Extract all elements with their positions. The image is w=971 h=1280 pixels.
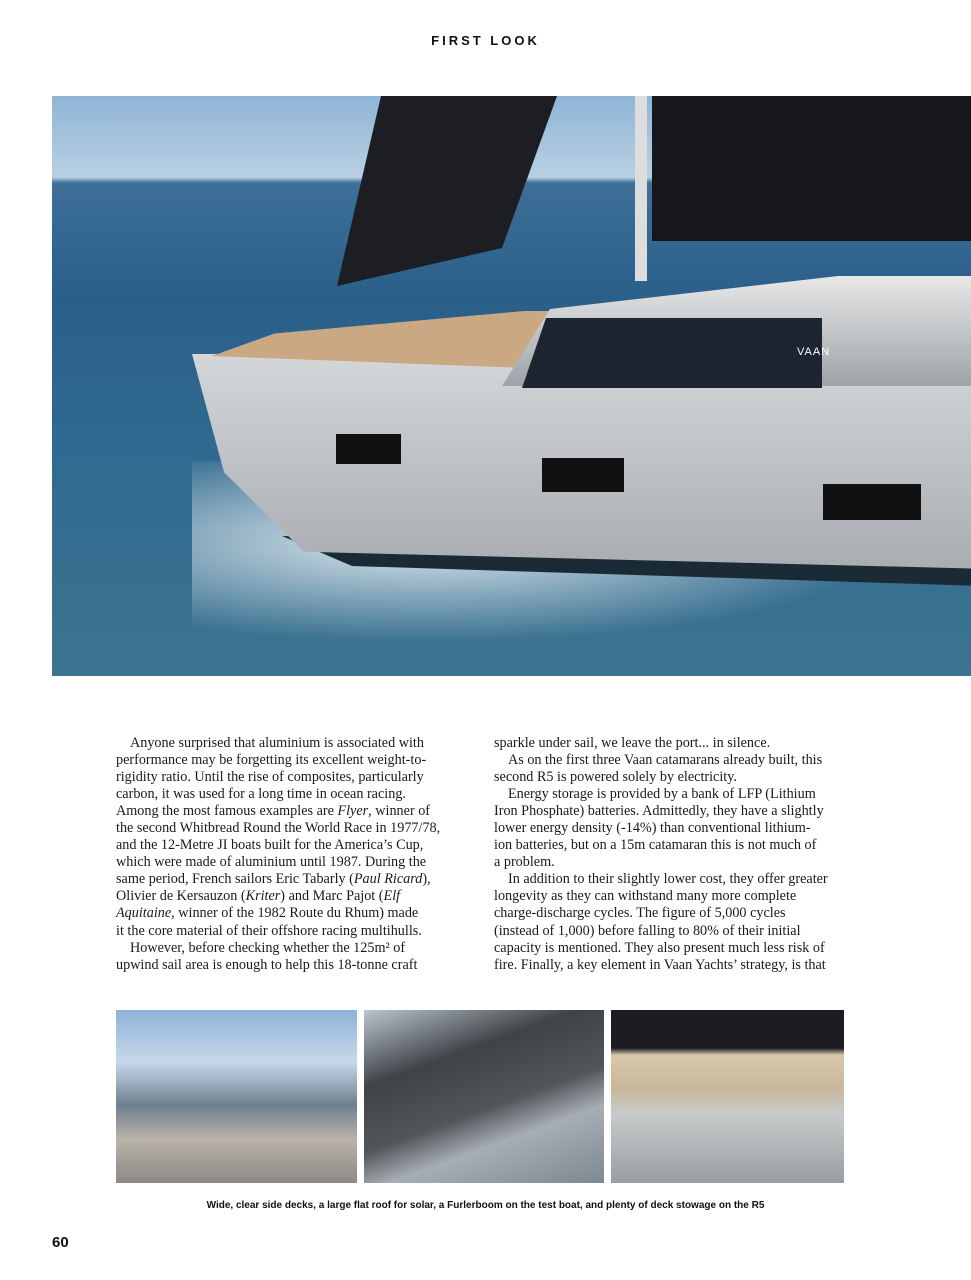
- text-segment: , winner of the 1982 Route du Rhum) made: [171, 905, 419, 922]
- italic-title: Elf: [383, 888, 401, 905]
- text-segment: Olivier de Kersauzon (: [116, 888, 246, 905]
- text-line: [116, 820, 476, 837]
- text-segment: same period, French sailors Eric Tabarly (: [116, 871, 354, 888]
- text-line: [116, 923, 476, 940]
- text-segment: it the core material of their offshore racing multihulls.: [116, 922, 422, 939]
- italic-title: Kriter: [245, 888, 281, 905]
- text-segment: In addition to their slightly lower cost, they offer greater: [508, 871, 828, 888]
- main-sail: [652, 96, 971, 241]
- text-line: [494, 735, 854, 752]
- text-line: [116, 905, 476, 922]
- text-line: [116, 854, 476, 871]
- text-segment: which were made of aluminium until 1987. During the: [116, 854, 427, 871]
- text-segment: performance may be forgetting its excellent weight-to-: [116, 752, 427, 769]
- text-segment: ),: [422, 871, 431, 888]
- text-line: [494, 854, 854, 871]
- text-line: [116, 940, 476, 957]
- text-segment: rigidity ratio. Until the rise of composites, particularly: [116, 769, 424, 786]
- text-line: [116, 871, 476, 888]
- text-segment: capacity is mentioned. They also present much less risk of: [494, 939, 825, 956]
- text-line: [116, 752, 476, 769]
- text-line: [116, 769, 476, 786]
- text-line: [494, 940, 854, 957]
- text-segment: longevity as they can withstand many more complete: [494, 888, 797, 905]
- text-line: [494, 820, 854, 837]
- text-segment: the second Whitbread Round the World Race in 1977/78,: [116, 820, 441, 837]
- article-column-right: [494, 735, 854, 974]
- section-header: FIRST LOOK: [431, 33, 540, 48]
- text-segment: carbon, it was used for a long time in ocean racing.: [116, 786, 406, 803]
- hull-logo: VAAN: [797, 346, 831, 358]
- text-segment: Among the most famous examples are: [116, 803, 338, 820]
- photo-furlerboom: [364, 1010, 604, 1183]
- text-segment: Energy storage is provided by a bank of LFP (Lithium: [508, 786, 816, 803]
- text-segment: second R5 is powered solely by electricity.: [494, 769, 737, 786]
- text-segment: upwind sail area is enough to help this 18-tonne craft: [116, 956, 418, 973]
- hero-photo-catamaran: [52, 96, 971, 676]
- text-segment: a problem.: [494, 854, 555, 871]
- jib-sail: [337, 96, 557, 286]
- text-line: [494, 769, 854, 786]
- hull-porthole: [542, 458, 624, 492]
- text-segment: charge-discharge cycles. The figure of 5,000 cycles: [494, 905, 786, 922]
- photo-deck-stowage: [611, 1010, 844, 1183]
- italic-title: Paul Ricard: [353, 871, 423, 888]
- italic-title: Aquitaine: [116, 905, 172, 922]
- text-line: [494, 837, 854, 854]
- text-segment: ion batteries, but on a 15m catamaran this is not much of: [494, 837, 817, 854]
- article-column-left: [116, 735, 476, 974]
- text-line: [494, 871, 854, 888]
- italic-title: Flyer: [337, 803, 369, 820]
- text-segment: sparkle under sail, we leave the port... in silence.: [494, 735, 771, 751]
- text-line: [116, 957, 476, 974]
- text-segment: lower energy density (-14%) than conventional lithium-: [494, 820, 811, 837]
- text-segment: (instead of 1,000) before falling to 80% of their initial: [494, 922, 801, 939]
- text-line: [116, 888, 476, 905]
- text-line: [494, 752, 854, 769]
- text-line: [116, 803, 476, 820]
- hull-porthole: [336, 434, 401, 464]
- text-segment: Anyone surprised that aluminium is associated with: [130, 735, 424, 751]
- text-line: [494, 888, 854, 905]
- text-line: [494, 786, 854, 803]
- text-segment: and the 12-Metre JI boats built for the America’s Cup,: [116, 837, 424, 854]
- text-line: [116, 837, 476, 854]
- text-segment: As on the first three Vaan catamarans already built, this: [508, 752, 823, 769]
- text-line: [494, 923, 854, 940]
- hull-porthole: [823, 484, 921, 520]
- text-line: [116, 786, 476, 803]
- text-segment: ) and Marc Pajot (: [280, 888, 384, 905]
- text-segment: Iron Phosphate) batteries. Admittedly, they have a slightly: [494, 803, 824, 820]
- mast: [635, 96, 647, 281]
- page-number: 60: [52, 1234, 69, 1251]
- photo-side-deck: [116, 1010, 357, 1183]
- text-line: [494, 803, 854, 820]
- cabin-window: [522, 318, 822, 388]
- text-segment: However, before checking whether the 125m² of: [130, 939, 406, 956]
- text-line: [494, 905, 854, 922]
- text-line: [116, 735, 476, 752]
- text-segment: , winner of: [368, 803, 431, 820]
- photo-caption: Wide, clear side decks, a large flat roof for solar, a Furlerboom on the test boat, and plenty of deck stowage on the R5: [206, 1200, 765, 1211]
- text-segment: fire. Finally, a key element in Vaan Yachts’ strategy, is that: [494, 956, 826, 973]
- text-line: [494, 957, 854, 974]
